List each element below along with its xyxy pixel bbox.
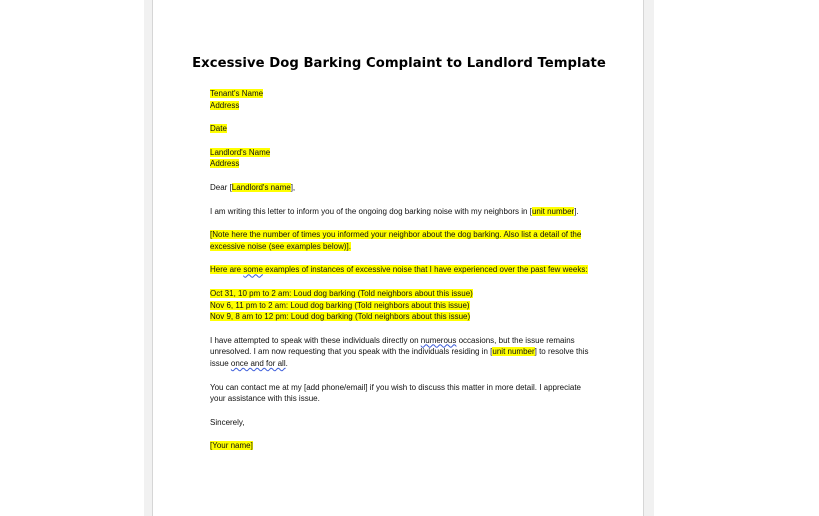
request-text-1: I have attempted to speak with these individuals directly on (210, 335, 421, 345)
salutation-suffix: ], (290, 182, 296, 192)
letter-date: Date (210, 124, 227, 134)
incident-item: Nov 6, 11 pm to 2 am: Loud dog barking (Told neighbors about this issue) (210, 300, 470, 310)
signature-block (210, 440, 590, 452)
paragraph-intro (210, 206, 590, 218)
request-text-4: . (285, 358, 288, 368)
letter-body (210, 88, 590, 452)
incident-item: Nov 9, 8 am to 12 pm: Loud dog barking (Told neighbors about this issue) (210, 312, 471, 322)
tenant-block (210, 88, 590, 111)
signature-placeholder: [Your name] (210, 441, 253, 451)
note-paragraph (210, 229, 590, 252)
document-page (152, 0, 644, 516)
unit-number-placeholder: unit number (531, 206, 575, 216)
salutation-name: Landlord's name (231, 182, 291, 192)
landlord-address: Address (210, 159, 240, 169)
unit-number-placeholder: unit number (492, 347, 535, 357)
request-text-2: occasions, but the issue remains unresolved. I am now requesting that you speak with the individuals residing in [ (210, 335, 575, 357)
paragraph-request (210, 335, 590, 370)
paragraph-intro-text: I am writing this letter to inform you of the ongoing dog barking noise with my neighbors in [ (210, 206, 532, 216)
document-title: Excessive Dog Barking Complaint to Landlord Template (192, 56, 606, 71)
incident-list (210, 288, 590, 323)
salutation-prefix: Dear [ (210, 182, 232, 192)
examples-intro-text (210, 265, 588, 274)
examples-intro-after: examples of instances of excessive noise that I have experienced over the past few weeks: (262, 265, 588, 275)
date-block (210, 123, 590, 135)
request-text-3: ] to resolve this issue (210, 347, 589, 368)
examples-intro (210, 264, 590, 276)
tenant-name: Tenant's Name (210, 89, 264, 98)
tenant-address: Address (210, 100, 240, 110)
spellcheck-word: numerous (420, 335, 457, 345)
salutation (210, 182, 590, 194)
landlord-name: Landlord's Name (210, 147, 271, 157)
closing: Sincerely, (210, 417, 245, 427)
spellcheck-word: some (243, 265, 263, 275)
paragraph-contact: You can contact me at my [add phone/email] if you wish to discuss this matter in more detail. I appreciate your assistance with this issue. (210, 382, 582, 404)
landlord-block (210, 147, 590, 170)
incident-item: Oct 31, 10 pm to 2 am: Loud dog barking (Told neighbors about this issue) (210, 288, 473, 298)
spellcheck-phrase: once and for all (230, 358, 286, 368)
paragraph-intro-suffix: ]. (574, 206, 579, 216)
note-text: [Note here the number of times you informed your neighbor about the dog barking. Also list a detail of the excessive noise (see examples below)]. (210, 230, 582, 251)
examples-intro-before: Here are (210, 265, 244, 275)
